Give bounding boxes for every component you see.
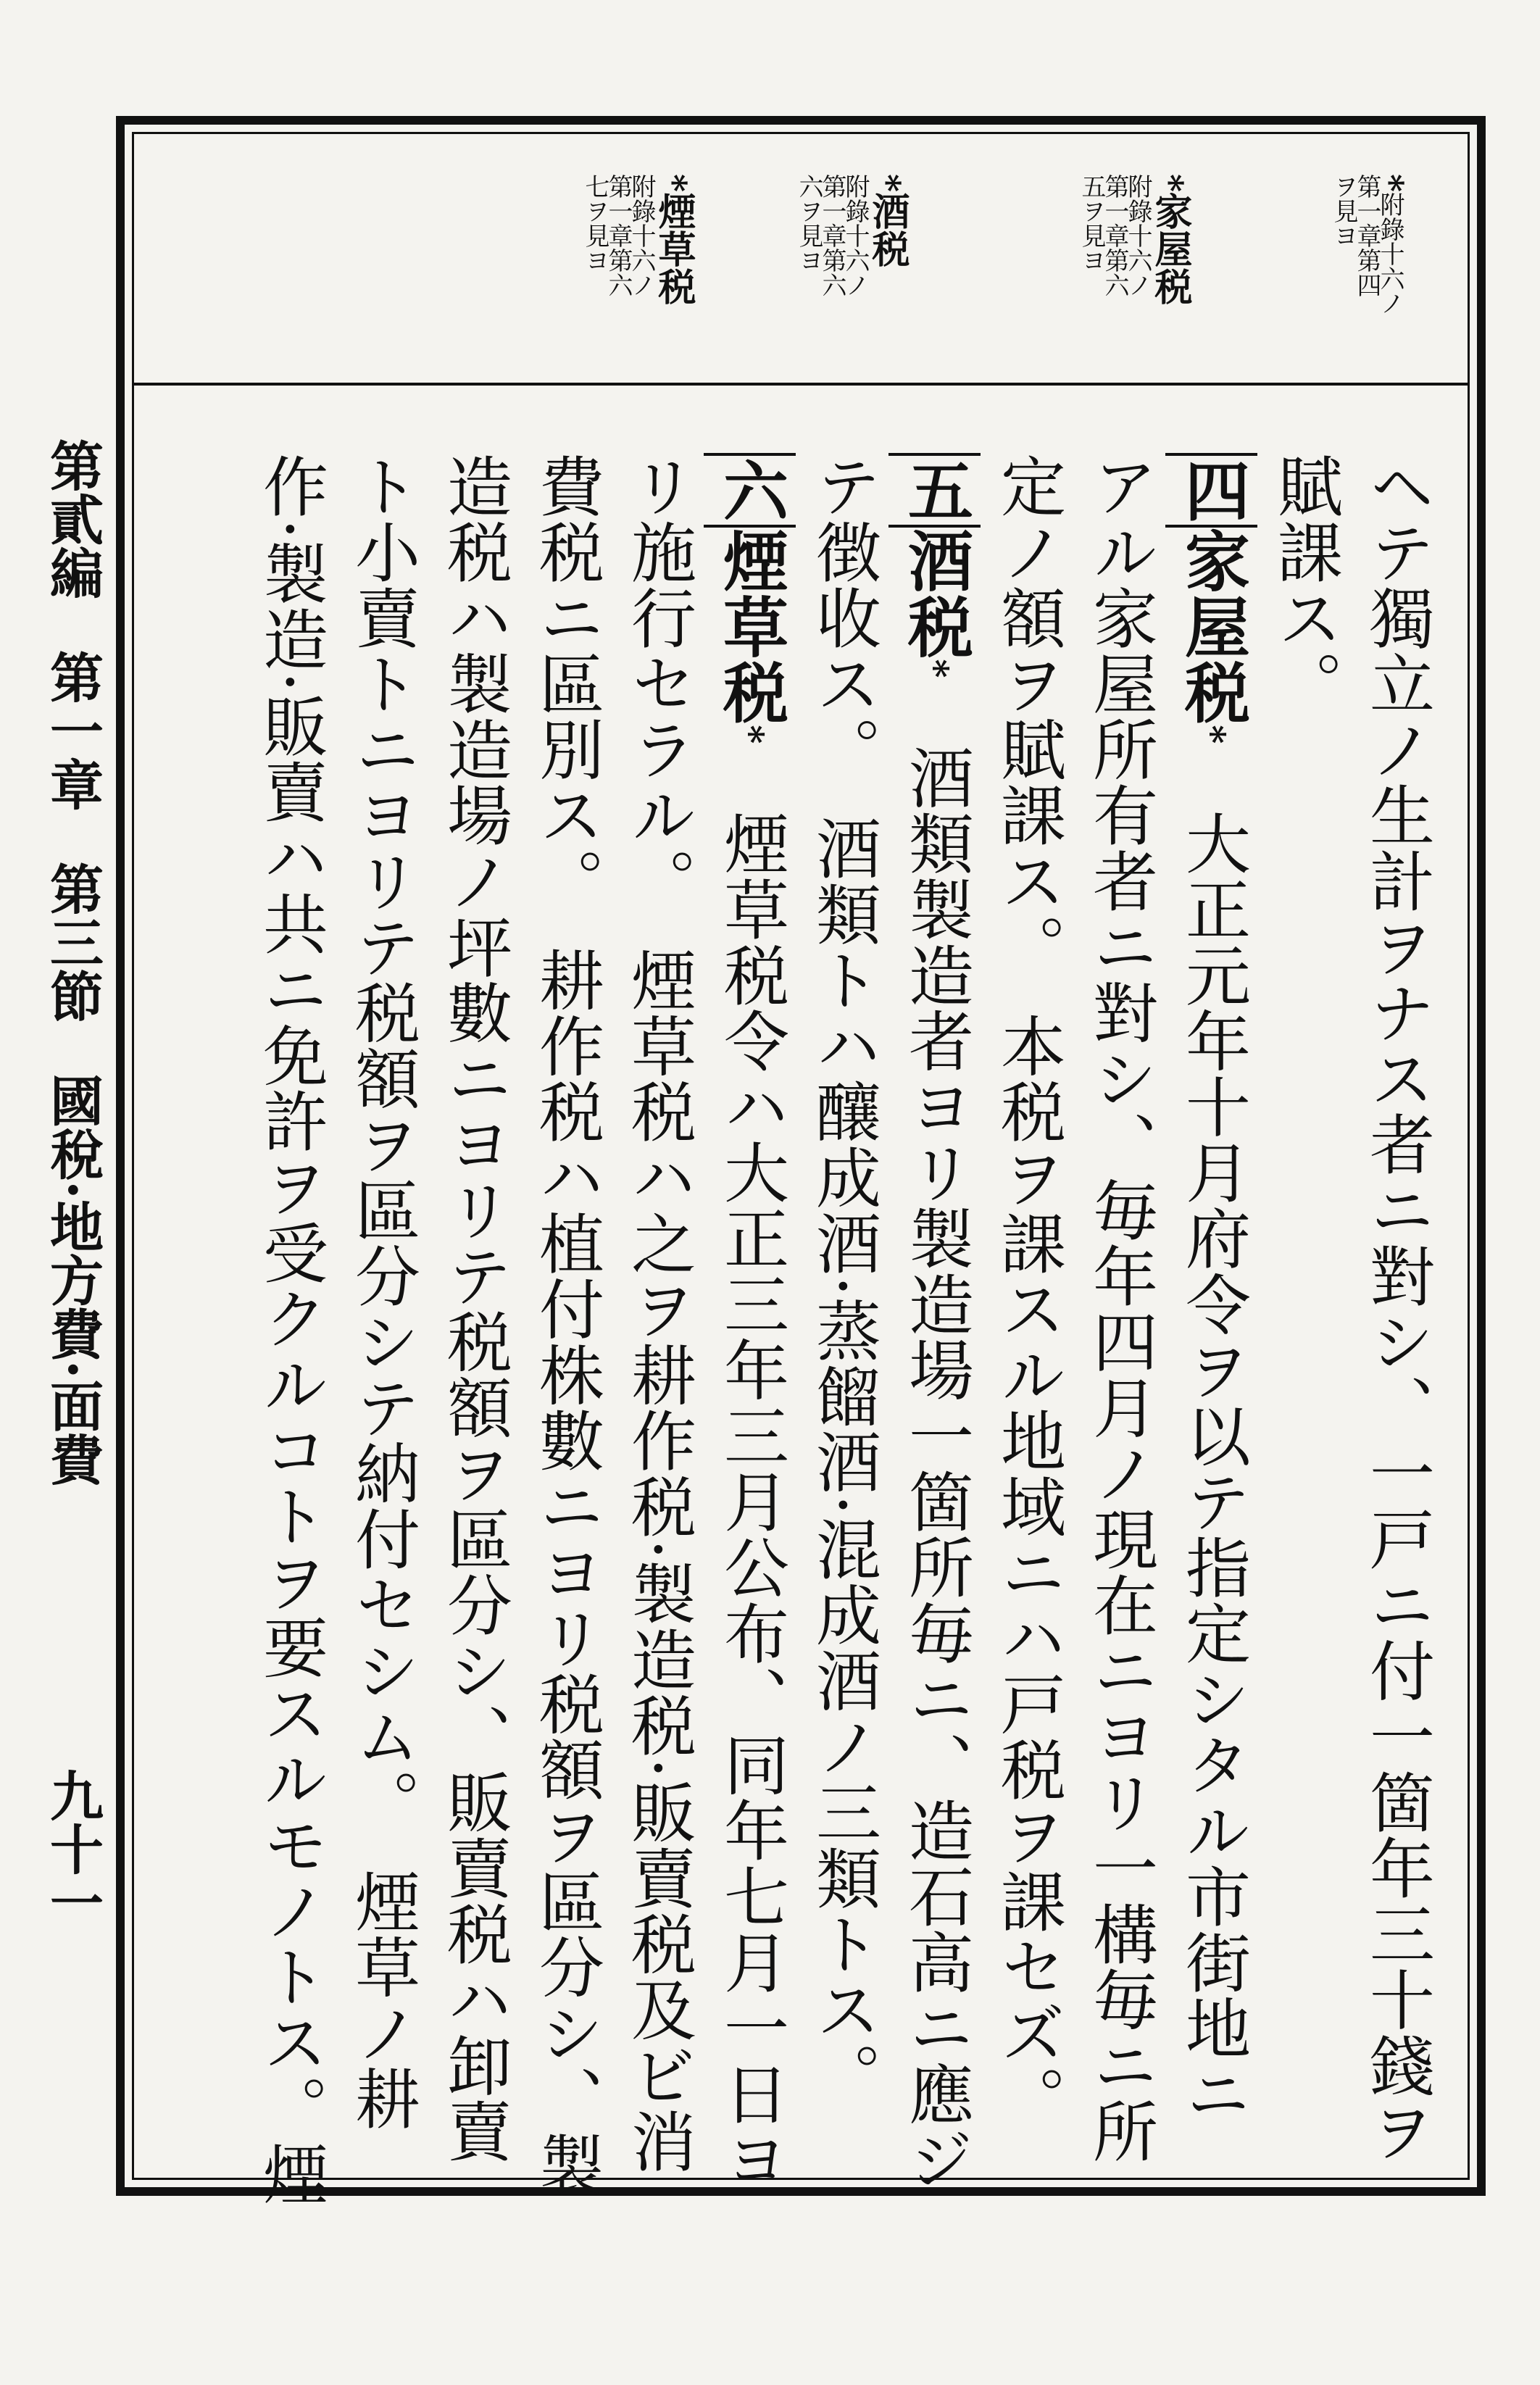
text-column: [1165, 453, 1258, 2178]
headnote-line: 第一章第四: [1352, 174, 1381, 297]
section-label-5: 五: [888, 453, 981, 528]
text-run: 賦課ス。: [1266, 453, 1342, 717]
text-column: 費税ニ區別ス。 耕作税ハ植付株數ニヨリ税額ヲ區分シ、製: [528, 453, 604, 2197]
section-title-house-tax: 家屋税: [1173, 527, 1250, 725]
headnote-line: 附錄十六ノ: [1375, 192, 1404, 316]
running-header-section: 第三節: [41, 862, 104, 1023]
note-marker: *: [729, 725, 772, 745]
text-run: 煙草税令ハ大正三年三月公布、同年七月一日ヨ: [712, 744, 788, 2192]
text-column: リ施行セラル。 煙草税ハ之ヲ耕作税·製造税·販賣税及ビ消: [620, 453, 696, 2174]
headnote-line: 附錄十六ノ: [627, 174, 656, 297]
headnote-line: 六ヲ見ヨ: [794, 174, 823, 272]
text-column: 作·製造·販賣ハ共ニ免許ヲ受クルコトヲ要スルモノトス。煙: [251, 453, 328, 2207]
headnote-line: 附錄十六ノ: [1123, 174, 1152, 297]
note-marker: *: [1191, 725, 1233, 745]
headnote-4: [580, 174, 696, 377]
text-column: ト小賣トニヨリテ税額ヲ區分シテ納付セシム。 煙草ノ耕: [344, 453, 420, 2131]
running-header-part: 第貳編: [41, 438, 104, 599]
note-marker: *: [914, 659, 957, 679]
text-run: 酒類製造者ヨリ製造場一箇所毎ニ、造石高ニ應ジ: [897, 678, 973, 2192]
section-title-liquor-tax: 酒税: [896, 527, 973, 659]
running-header-chapter: 第一章: [41, 650, 104, 811]
headnote-line: 第一章第六: [1100, 174, 1129, 297]
headnote-2: [1077, 174, 1192, 377]
page-number: 九十一: [41, 1768, 104, 1929]
text-column: 造税ハ製造場ノ坪數ニヨリテ税額ヲ區分シ、販賣税ハ卸賣: [436, 453, 512, 2164]
headnote-divider: [134, 383, 1468, 386]
section-label-6: 六: [704, 453, 796, 528]
headnote-1: [1329, 174, 1410, 377]
headnote-title: 家屋税: [1148, 192, 1192, 306]
headnote-line: ヲ見ヨ: [1329, 174, 1358, 248]
headnote-line: 第一章第六: [817, 174, 846, 297]
headnote-star: *: [1149, 174, 1190, 193]
text-run: 大正元年十月府令ヲ以テ指定シタル市街地ニ: [1174, 744, 1250, 2126]
text-column: [888, 453, 981, 2192]
headnote-star: *: [653, 174, 694, 193]
headnote-line: 附錄十六ノ: [841, 174, 870, 297]
headnote-title: 煙草税: [652, 192, 696, 306]
section-title-tobacco-tax: 煙草税: [712, 527, 788, 725]
section-label-4: 四: [1165, 453, 1257, 528]
text-column: テ徴收ス。 酒類トハ釀成酒·蒸餾酒·混成酒ノ三類トス。: [804, 453, 881, 2108]
text-column: ヘテ獨立ノ生計ヲナス者ニ對シ、一戸ニ付一箇年三十錢ヲ: [1358, 453, 1434, 2164]
text-column: アル家屋所有者ニ對シ、毎年四月ノ現在ニヨリ一構毎ニ所: [1081, 453, 1157, 2164]
headnote-3: [794, 174, 910, 377]
headnote-title: 酒税: [865, 192, 910, 268]
headnote-line: 五ヲ見ヨ: [1077, 174, 1106, 272]
running-header-topic: 國稅·地方費·面費: [41, 1073, 104, 1486]
body-text: [167, 453, 1442, 2207]
text-column: 定ノ額ヲ賦課ス。 本税ヲ課スル地域ニハ戸税ヲ課セズ。: [989, 453, 1065, 2131]
headnote-star: *: [1370, 174, 1410, 193]
headnote-line: 七ヲ見ヨ: [580, 174, 609, 272]
headnote-line: 第一章第六: [604, 174, 633, 297]
headnote-star: *: [867, 174, 907, 193]
text-column: [704, 453, 796, 2192]
text-column: [1258, 453, 1350, 2178]
